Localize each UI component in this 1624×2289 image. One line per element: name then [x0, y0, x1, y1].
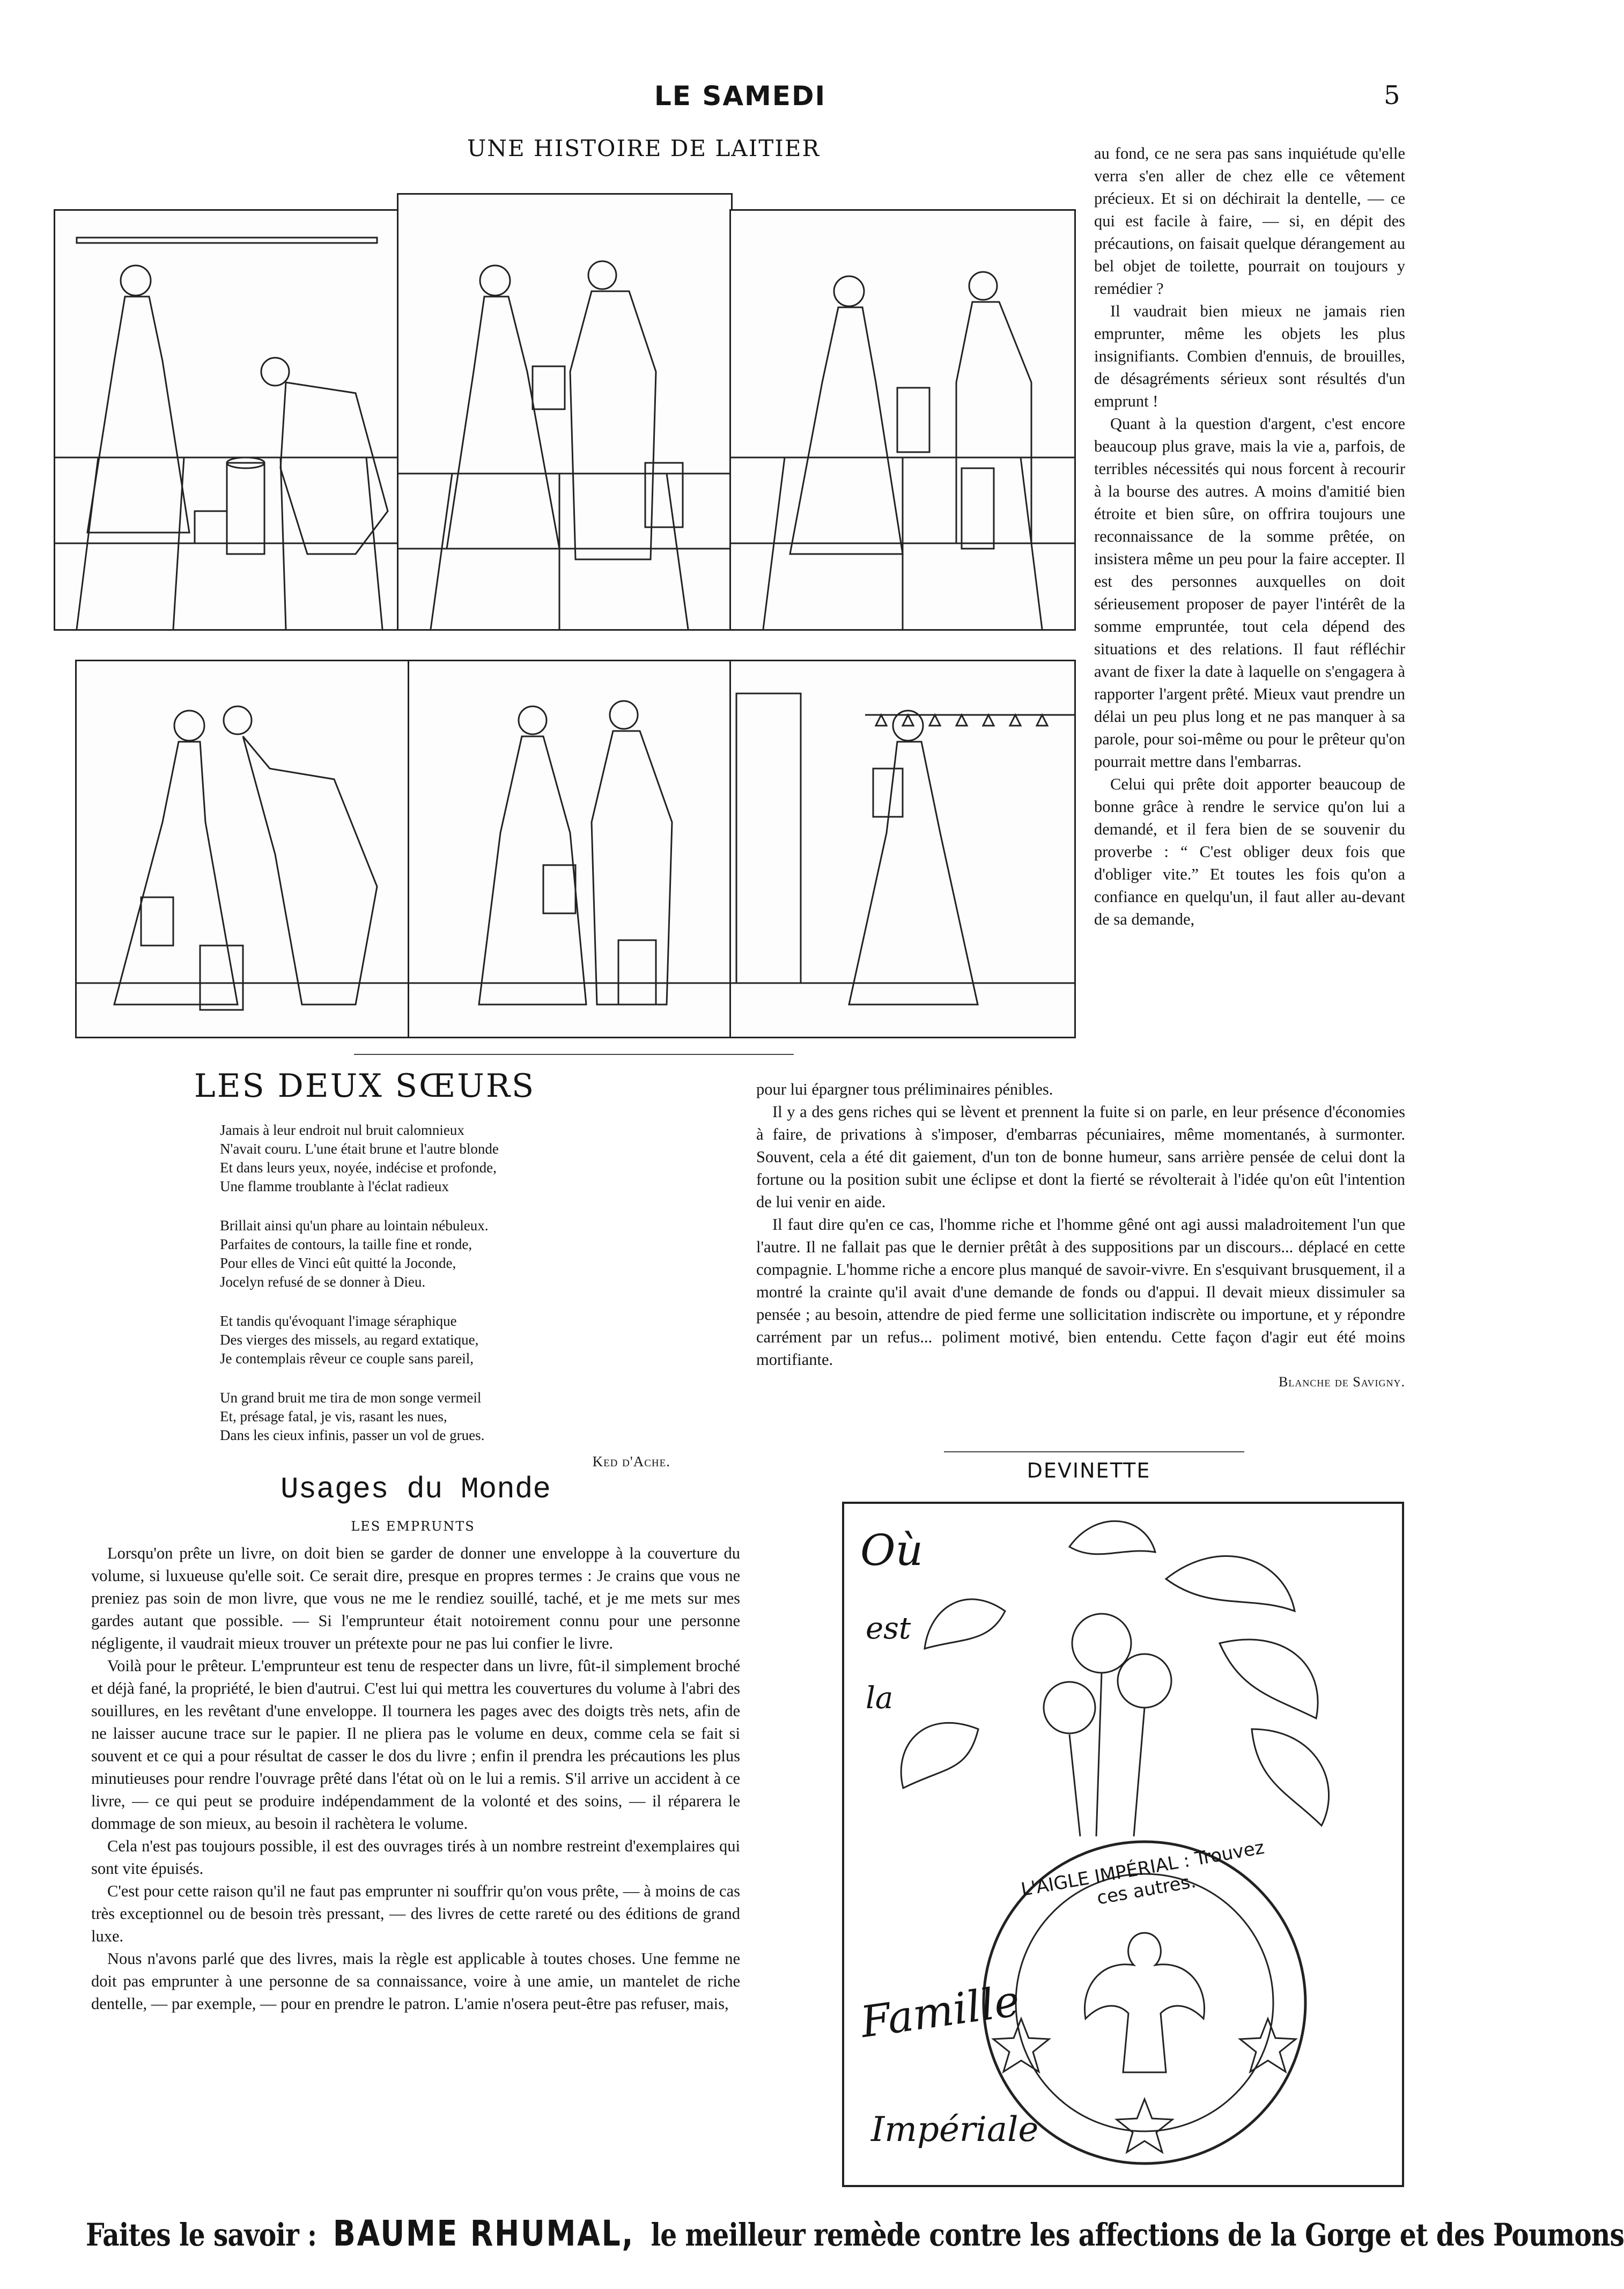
footer-brand: BAUME RHUMAL,: [333, 2213, 634, 2254]
poem-stanza: [220, 1121, 703, 1196]
comic-strip: [54, 161, 1073, 1035]
poem-line: Une flamme troublante à l'éclat radieux: [220, 1178, 449, 1194]
article-paragraph: au fond, ce ne sera pas sans inquiétude qu'elle verra s'en aller de chez elle ce vêtement précieux. Et si on déchirait la dentelle, — ce qui est facile à faire, — si, en dépit des précautions, on faisait quelque dérangement au bel objet de toilette, pourrait on toujours y remédier ?: [1094, 144, 1405, 298]
poem-line: Pour elles de Vinci eût quitté la Joconde,: [220, 1255, 456, 1271]
usages-paragraph: C'est pour cette raison qu'il ne faut pas emprunter ni souffrir qu'on vous prête, — à moins de cas très exceptionnel ou de besoin très pressant, — des livres de cette rareté ou des éditions de grand luxe.: [91, 1882, 740, 1945]
poem-line: Dans les cieux infinis, passer un vol de grues.: [220, 1427, 485, 1443]
comic-rule: [354, 1054, 794, 1055]
poem-stanza: [220, 1216, 703, 1291]
comic-title: UNE HISTOIRE DE LAITIER: [467, 135, 821, 161]
article-paragraph: Il y a des gens riches qui se lèvent et prennent la fuite si on parle, en leur présence d'économies à faire, de privations à s'imposer, d'embarras pécuniaires, même momentanés, à surmonter. Souvent, cela a été dit gaiement, d'un ton de bonne humeur, sans arrière pensée de celui dont la fortune ou la position subit une éclipse et dont la fierté se révolterait à l'idée qu'on eût l'intention de lui venir en aide.: [756, 1103, 1405, 1211]
poem-title: LES DEUX SŒURS: [194, 1067, 536, 1105]
poem-line: Et dans leurs yeux, noyée, indécise et profonde,: [220, 1160, 497, 1176]
devinette-title: DEVINETTE: [1027, 1459, 1151, 1482]
comic-panel-1-illustration: [55, 211, 398, 629]
poem-line: Des vierges des missels, au regard extatique,: [220, 1332, 479, 1348]
comic-panel-6: [729, 660, 1076, 1038]
poem: [220, 1121, 703, 1471]
poem-stanza: [220, 1312, 703, 1368]
article-end-rule: [944, 1451, 1244, 1452]
poem-line: N'avait couru. L'une était brune et l'autre blonde: [220, 1141, 499, 1157]
comic-panel-2-illustration: [398, 195, 731, 629]
comic-panel-4: [75, 660, 411, 1038]
comic-panel-1: [54, 209, 400, 631]
poem-signature: Ked d'Ache.: [592, 1453, 670, 1470]
comic-panel-2: [397, 193, 733, 631]
article-paragraph: Celui qui prête doit apporter beaucoup de bonne grâce à rendre le service qu'on lui a demandé, et il fera bien de se souvenir du proverbe : “ C'est obliger deux fois que d'obliger vite.” Et toutes les fois qu'on a confiance en quelqu'un, il faut aller au-devant de sa demande,: [1094, 775, 1405, 928]
devinette-puzzle: [842, 1502, 1404, 2187]
usages-paragraph: Nous n'avons parlé que des livres, mais la règle est applicable à toutes choses. Une femme ne doit pas emprunter à une personne de sa connaissance, voire à une amie, un mantelet de riche dentelle, — par exemple, — pour en prendre le patron. L'amie n'osera peut-être pas refuser, mais,: [91, 1950, 740, 2013]
usages-paragraph: Lorsqu'on prête un livre, on doit bien se garder de donner une enveloppe à la couverture du volume, si luxueuse qu'elle soit. Ce serait dire, presque en propres termes : Je crains que vous ne preniez pas soin de mon livre, que vous ne me le rendiez souillé, taché, et je me mets sur mes gardes autant que possible. — Si l'emprunteur était notoirement connu pour une personne négligente, il vaudrait mieux trouver un prétexte pour ne pas lui confier le livre.: [91, 1544, 740, 1652]
comic-panel-3-illustration: [731, 211, 1074, 629]
devinette-word: est: [866, 1611, 911, 1646]
poem-line: Je contemplais rêveur ce couple sans pareil,: [220, 1350, 474, 1367]
comic-panel-6-illustration: [731, 661, 1074, 1037]
poem-line: Un grand bruit me tira de mon songe vermeil: [220, 1390, 482, 1406]
page-number: 5: [1384, 80, 1400, 110]
usages-subtitle: LES EMPRUNTS: [351, 1519, 475, 1534]
poem-line: Et tandis qu'évoquant l'image séraphique: [220, 1313, 457, 1329]
poem-line: Brillait ainsi qu'un phare au lointain nébuleux.: [220, 1217, 489, 1234]
comic-panel-5: [408, 660, 733, 1038]
comic-panel-5-illustration: [409, 661, 731, 1037]
footer-suffix: le meilleur remède contre les affections de la Gorge et des Poumons: [651, 2217, 1624, 2253]
medallion-inscription: L'AIGLE IMPÉRIAL : Trouvez ces autres.: [1019, 1836, 1266, 1909]
usages-column: [91, 1542, 740, 2015]
usages-paragraph: Cela n'est pas toujours possible, il est des ouvrages tirés à un nombre restreint d'exemplaires qui sont vite épuisés.: [91, 1837, 740, 1878]
usages-paragraph: Voilà pour le prêteur. L'emprunteur est tenu de respecter dans un livre, fût-il simplement broché et déjà fané, la propriété, le bien d'autrui. C'est lui qui mettra les couvertures du volume à l'abri des souillures, en les revêtant d'une enveloppe. Il tournera les pages avec des doigts très nets, afin de ne laisser aucune trace sur le papier. Il ne pliera pas le volume en deux, comme cela se fait si souvent et ce qui a pour résultat de casser le dos du livre ; enfin il prendra les précautions les plus minutieuses pour rendre l'ouvrage prêté dans l'état où on le lui a remis. S'il arrive un accident à ce livre, — ce qui peut se produire indépendamment de la volonté et des soins, — il réparera le dommage de son mieux, au besoin il rachètera le volume.: [91, 1657, 740, 1833]
masthead-title: LE SAMEDI: [654, 80, 826, 112]
poem-line: Parfaites de contours, la taille fine et ronde,: [220, 1236, 473, 1252]
poem-line: Jamais à leur endroit nul bruit calomnieux: [220, 1122, 464, 1138]
article-signature: Blanche de Savigny.: [1279, 1374, 1405, 1390]
article-right-column: [1094, 142, 1405, 931]
article-paragraph: Il vaudrait bien mieux ne jamais rien emprunter, même les objets les plus insignifiants. Combien d'ennuis, de brouilles, de désagréments sérieux sont résultés d'un emprunt !: [1094, 302, 1405, 410]
article-paragraph: Il faut dire qu'en ce cas, l'homme riche et l'homme gêné ont agi aussi maladroitement l'un que l'autre. Il ne fallait pas que le dernier prêtât à des suppositions par un discours... déplacé en cette compagnie. L'homme riche a encore plus manqué de savoir-vivre. En s'esquivant brusquement, il a montré la crainte qu'il avait d'une demande de fonds ou d'appui. Il devait mieux dissimuler sa pensée ; au besoin, attendre de pied ferme une sollicitation indiscrète ou importune, et y répondre carrément par un refus... poliment motivé, bien entendu. Cette façon d'agir eut été moins mortifiante.: [756, 1215, 1405, 1369]
article-paragraph: Quant à la question d'argent, c'est encore beaucoup plus grave, mais la vie a, parfois, de terribles nécessités qui nous forcent à recourir à la bourse des autres. A moins d'amitié bien étroite et bien sûre, on offrira toujours une reconnaissance de la somme prêtée, on insistera même un peu pour la faire accepter. Il est des personnes auxquelles on doit sérieusement proposer de payer l'intérêt de la somme empruntée, tout cela dépend des situations et des relations. Il faut réfléchir avant de fixer la date à laquelle on s'engagera à rapporter l'argent prêté. Mieux vaut prendre un délai un peu plus long et ne pas manquer à sa parole, pour soi-même ou pour le prêteur qu'on pourrait mettre dans l'embarras.: [1094, 415, 1405, 771]
devinette-illustration: [844, 1504, 1402, 2185]
devinette-word: Où: [860, 1525, 924, 1575]
devinette-word: la: [866, 1681, 894, 1716]
comic-panel-4-illustration: [77, 661, 409, 1037]
comic-panel-3: [729, 209, 1076, 631]
devinette-word: Impériale: [871, 2110, 1039, 2150]
usages-title: Usages du Monde: [280, 1472, 551, 1507]
poem-line: Et, présage fatal, je vis, rasant les nues,: [220, 1408, 447, 1424]
article-mid-column: [756, 1078, 1405, 1393]
poem-line: Jocelyn refusé de se donner à Dieu.: [220, 1274, 426, 1290]
article-paragraph: pour lui épargner tous préliminaires pénibles.: [756, 1080, 1053, 1098]
footer-prefix: Faites le savoir :: [86, 2217, 317, 2253]
devinette-word: Famille: [857, 1975, 1023, 2048]
poem-stanza: [220, 1389, 703, 1445]
footer-advertisement: [86, 2213, 1624, 2254]
